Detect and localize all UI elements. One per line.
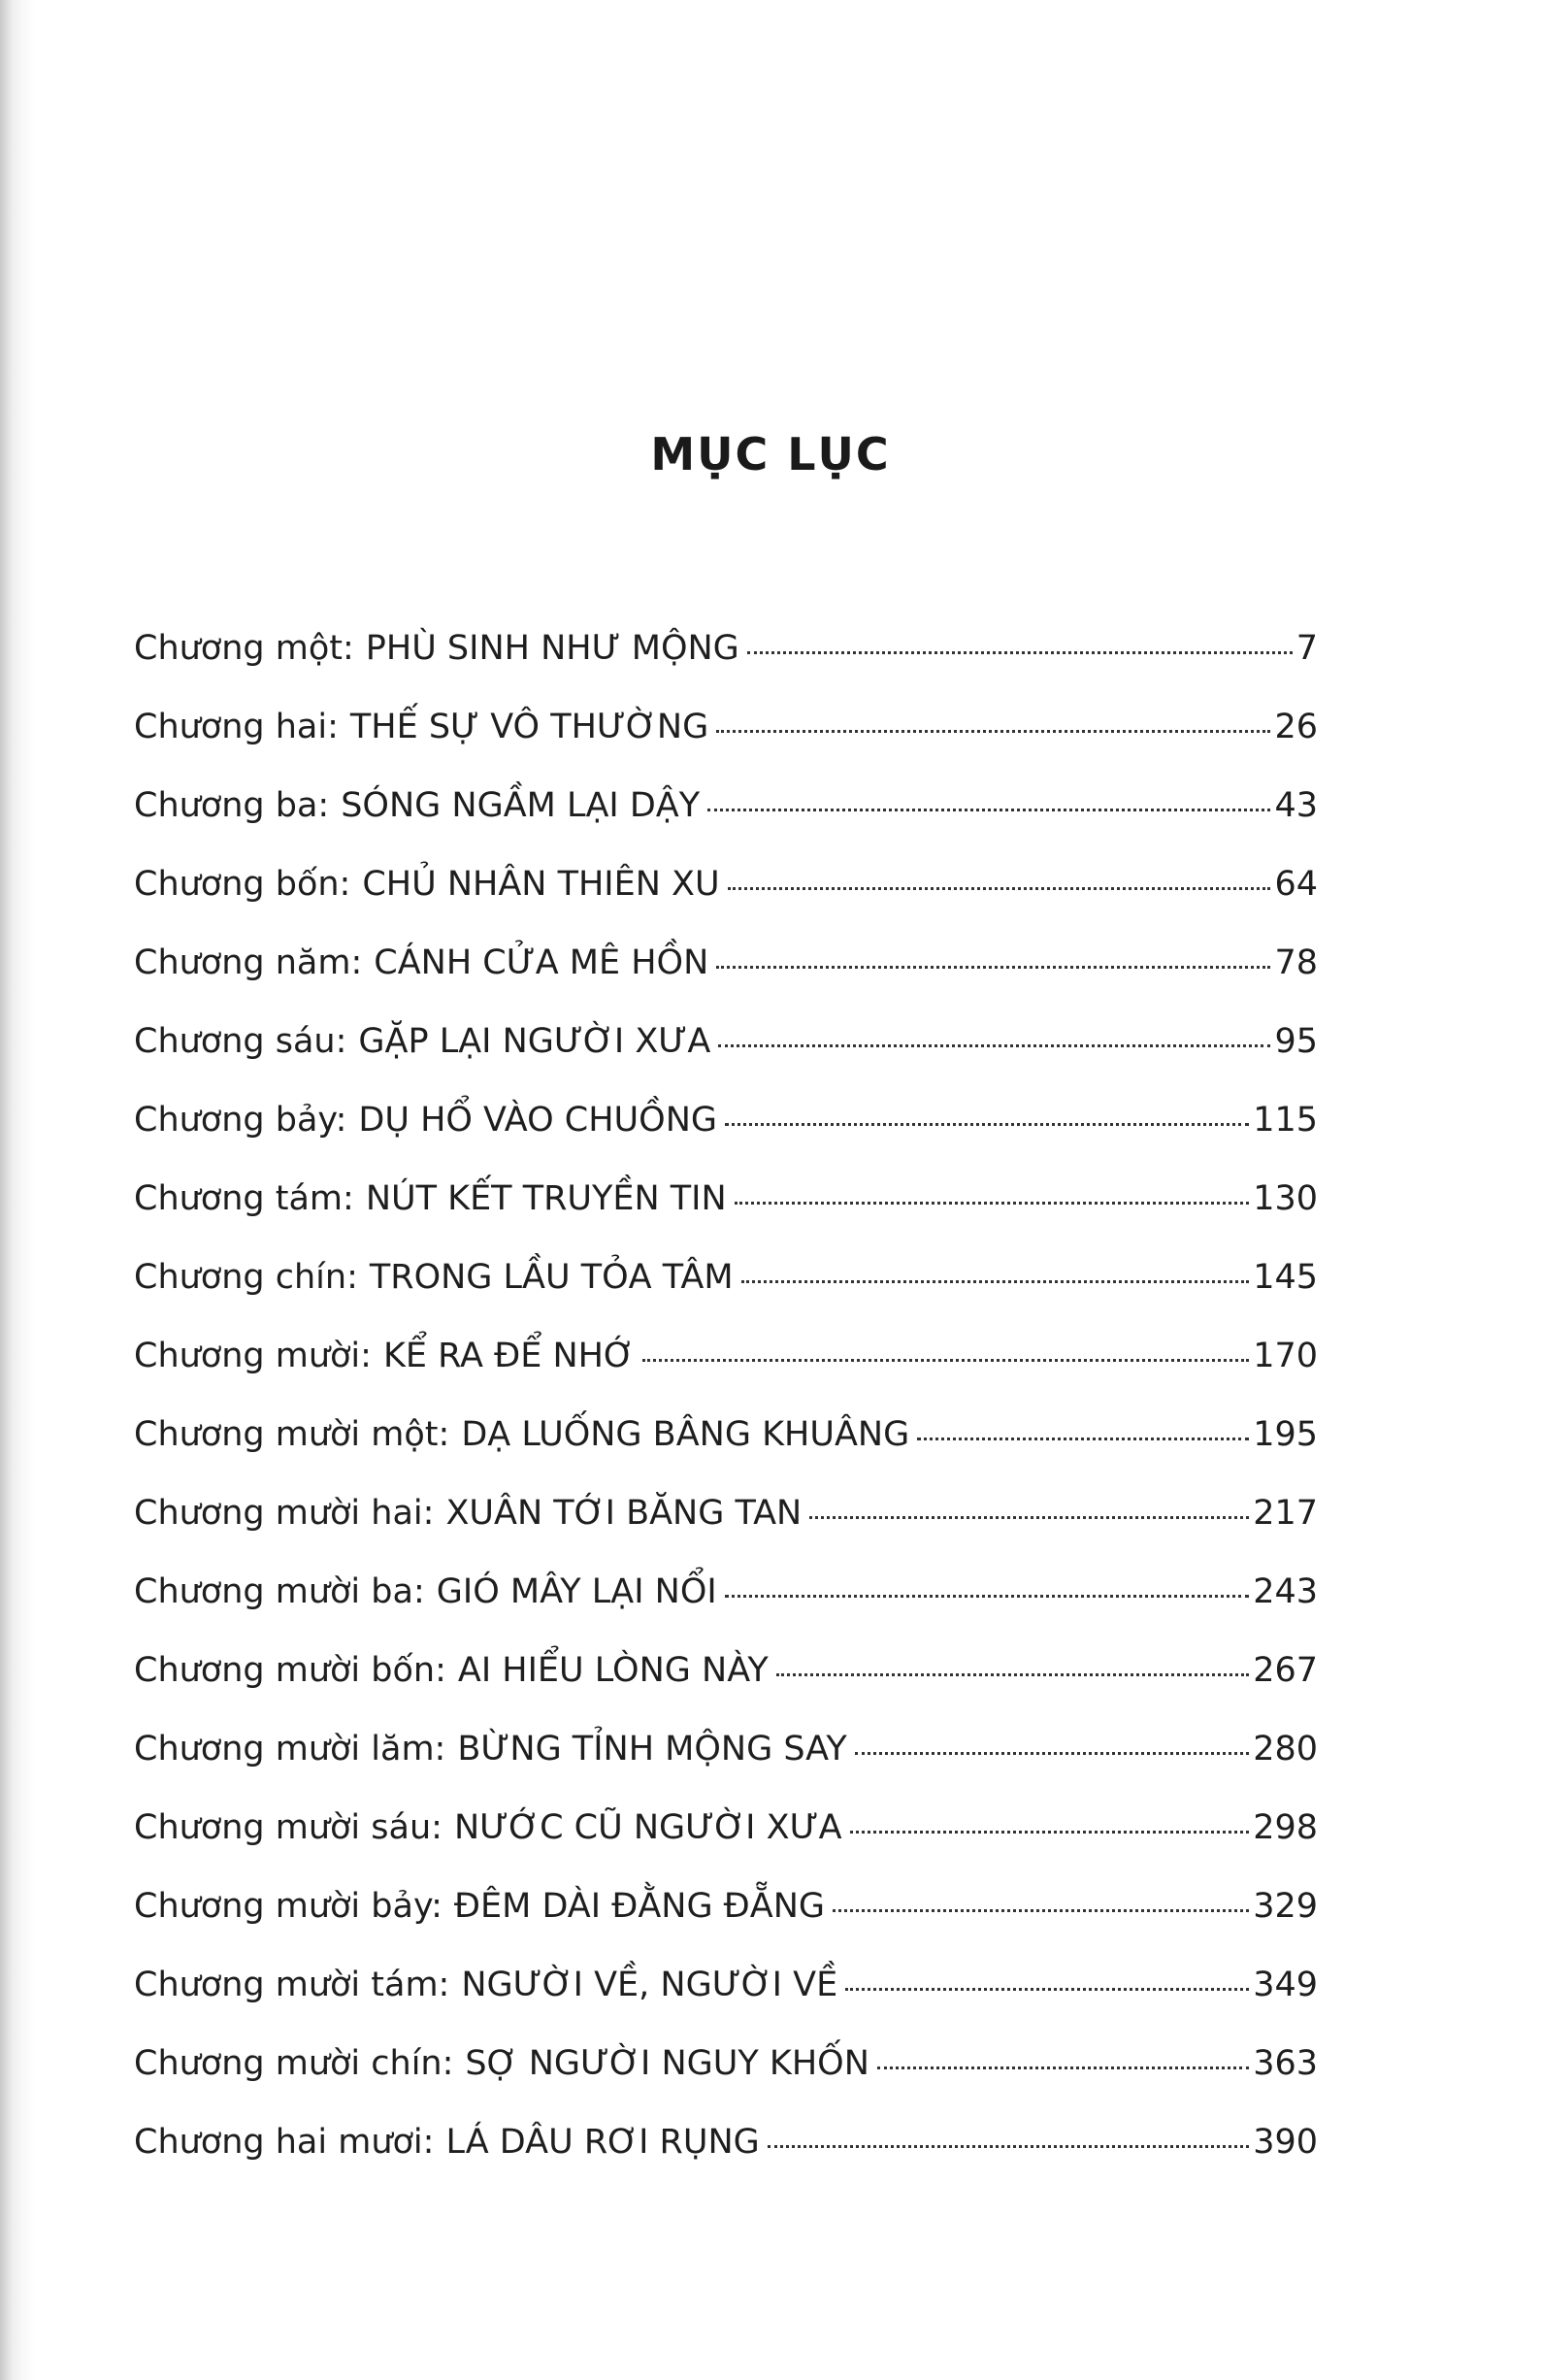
- chapter-title: GẶP LẠI NGƯỜI XƯA: [358, 1022, 711, 1061]
- page-number: 145: [1253, 1258, 1318, 1297]
- page-number: 217: [1253, 1494, 1318, 1533]
- table-of-contents: [134, 629, 1318, 2201]
- page-number: 280: [1253, 1730, 1318, 1768]
- chapter-title: CÁNH CỬA MÊ HỒN: [374, 943, 709, 982]
- dot-leader: [642, 1359, 1249, 1362]
- toc-entry: [134, 1415, 1318, 1494]
- chapter-label: Chương mười bốn:: [134, 1651, 446, 1690]
- chapter-title: KỂ RA ĐỂ NHỚ: [382, 1337, 635, 1375]
- chapter-label: Chương chín:: [134, 1258, 358, 1297]
- chapter-label: Chương hai:: [134, 708, 339, 746]
- page-number: 78: [1274, 943, 1318, 982]
- page-number: 64: [1274, 865, 1318, 904]
- chapter-title: DỤ HỔ VÀO CHUỒNG: [358, 1101, 717, 1140]
- toc-entry: [134, 1730, 1318, 1808]
- chapter-title: GIÓ MÂY LẠI NỔI: [436, 1572, 717, 1611]
- chapter-label: Chương sáu:: [134, 1022, 347, 1061]
- page-title: MỤC LỤC: [650, 427, 891, 480]
- chapter-title: SỢ NGƯỜI NGUY KHỐN: [465, 2044, 869, 2083]
- chapter-label: Chương ba:: [134, 786, 330, 825]
- page-number: 26: [1274, 708, 1318, 746]
- page-number: 43: [1274, 786, 1318, 825]
- toc-entry: [134, 2123, 1318, 2201]
- page-number: 130: [1253, 1179, 1318, 1218]
- chapter-title: PHÙ SINH NHƯ MỘNG: [365, 629, 739, 668]
- toc-entry: [134, 865, 1318, 943]
- chapter-label: Chương mười hai:: [134, 1494, 435, 1533]
- dot-leader: [768, 2145, 1249, 2148]
- dot-leader: [850, 1831, 1250, 1834]
- chapter-title: ĐÊM DÀI ĐẰNG ĐẴNG: [453, 1887, 826, 1926]
- dot-leader: [845, 1988, 1249, 1991]
- chapter-title: NƯỚC CŨ NGƯỜI XƯA: [453, 1808, 842, 1847]
- chapter-label: Chương mười ba:: [134, 1572, 425, 1611]
- chapter-title: THẾ SỰ VÔ THƯỜNG: [349, 708, 709, 746]
- toc-entry: [134, 1966, 1318, 2044]
- chapter-title: NÚT KẾT TRUYỀN TIN: [365, 1179, 727, 1218]
- page-gutter-shadow: [0, 0, 21, 2380]
- dot-leader: [735, 1202, 1250, 1205]
- dot-leader: [707, 809, 1270, 811]
- toc-entry: [134, 2044, 1318, 2123]
- dot-leader: [716, 730, 1270, 733]
- chapter-label: Chương mười sáu:: [134, 1808, 443, 1847]
- page-number: 95: [1274, 1022, 1318, 1061]
- dot-leader: [718, 1044, 1270, 1047]
- chapter-label: Chương mười tám:: [134, 1966, 450, 2004]
- chapter-title: BỪNG TỈNH MỘNG SAY: [457, 1730, 847, 1768]
- toc-entry: [134, 1337, 1318, 1415]
- page-number: 195: [1253, 1415, 1318, 1454]
- toc-entry: [134, 1179, 1318, 1258]
- toc-entry: [134, 708, 1318, 786]
- chapter-title: XUÂN TỚI BĂNG TAN: [445, 1494, 803, 1533]
- toc-entry: [134, 1572, 1318, 1651]
- chapter-label: Chương mười:: [134, 1337, 372, 1375]
- page-number: 329: [1253, 1887, 1318, 1926]
- dot-leader: [877, 2066, 1249, 2069]
- chapter-title: DẠ LUỐNG BÂNG KHUÂNG: [461, 1415, 910, 1454]
- page-number: 363: [1253, 2044, 1318, 2083]
- page-number: 267: [1253, 1651, 1318, 1690]
- toc-entry: [134, 943, 1318, 1022]
- chapter-label: Chương mười bảy:: [134, 1887, 443, 1926]
- page-number: 349: [1253, 1966, 1318, 2004]
- chapter-label: Chương bảy:: [134, 1101, 347, 1140]
- dot-leader: [747, 651, 1293, 654]
- toc-entry: [134, 629, 1318, 708]
- page-number: 298: [1253, 1808, 1318, 1847]
- toc-entry: [134, 786, 1318, 865]
- page-number: 390: [1253, 2123, 1318, 2162]
- dot-leader: [809, 1516, 1249, 1519]
- chapter-title: TRONG LẦU TỎA TÂM: [369, 1258, 734, 1297]
- toc-entry: [134, 1651, 1318, 1730]
- dot-leader: [741, 1280, 1250, 1283]
- chapter-label: Chương mười một:: [134, 1415, 450, 1454]
- chapter-title: CHỦ NHÂN THIÊN XU: [362, 865, 720, 904]
- chapter-label: Chương một:: [134, 629, 354, 668]
- dot-leader: [833, 1909, 1249, 1912]
- chapter-label: Chương mười lăm:: [134, 1730, 446, 1768]
- page-number: 170: [1253, 1337, 1318, 1375]
- dot-leader: [776, 1673, 1249, 1676]
- toc-entry: [134, 1101, 1318, 1179]
- toc-entry: [134, 1022, 1318, 1101]
- chapter-label: Chương mười chín:: [134, 2044, 454, 2083]
- dot-leader: [917, 1438, 1249, 1440]
- page-number: 115: [1253, 1101, 1318, 1140]
- toc-entry: [134, 1808, 1318, 1887]
- page-number: 7: [1295, 629, 1318, 668]
- chapter-title: AI HIỂU LÒNG NÀY: [457, 1651, 769, 1690]
- chapter-title: LÁ DÂU RƠI RỤNG: [445, 2123, 760, 2162]
- toc-entry: [134, 1887, 1318, 1966]
- dot-leader: [728, 887, 1271, 890]
- page-number: 243: [1253, 1572, 1318, 1611]
- chapter-title: NGƯỜI VỀ, NGƯỜI VỀ: [461, 1966, 838, 2004]
- dot-leader: [716, 966, 1270, 969]
- chapter-label: Chương hai mươi:: [134, 2123, 435, 2162]
- dot-leader: [855, 1752, 1249, 1755]
- dot-leader: [725, 1595, 1249, 1598]
- toc-entry: [134, 1258, 1318, 1337]
- chapter-label: Chương năm:: [134, 943, 363, 982]
- chapter-title: SÓNG NGẦM LẠI DẬY: [341, 786, 701, 825]
- chapter-label: Chương tám:: [134, 1179, 354, 1218]
- chapter-label: Chương bốn:: [134, 865, 351, 904]
- toc-entry: [134, 1494, 1318, 1572]
- dot-leader: [725, 1123, 1249, 1126]
